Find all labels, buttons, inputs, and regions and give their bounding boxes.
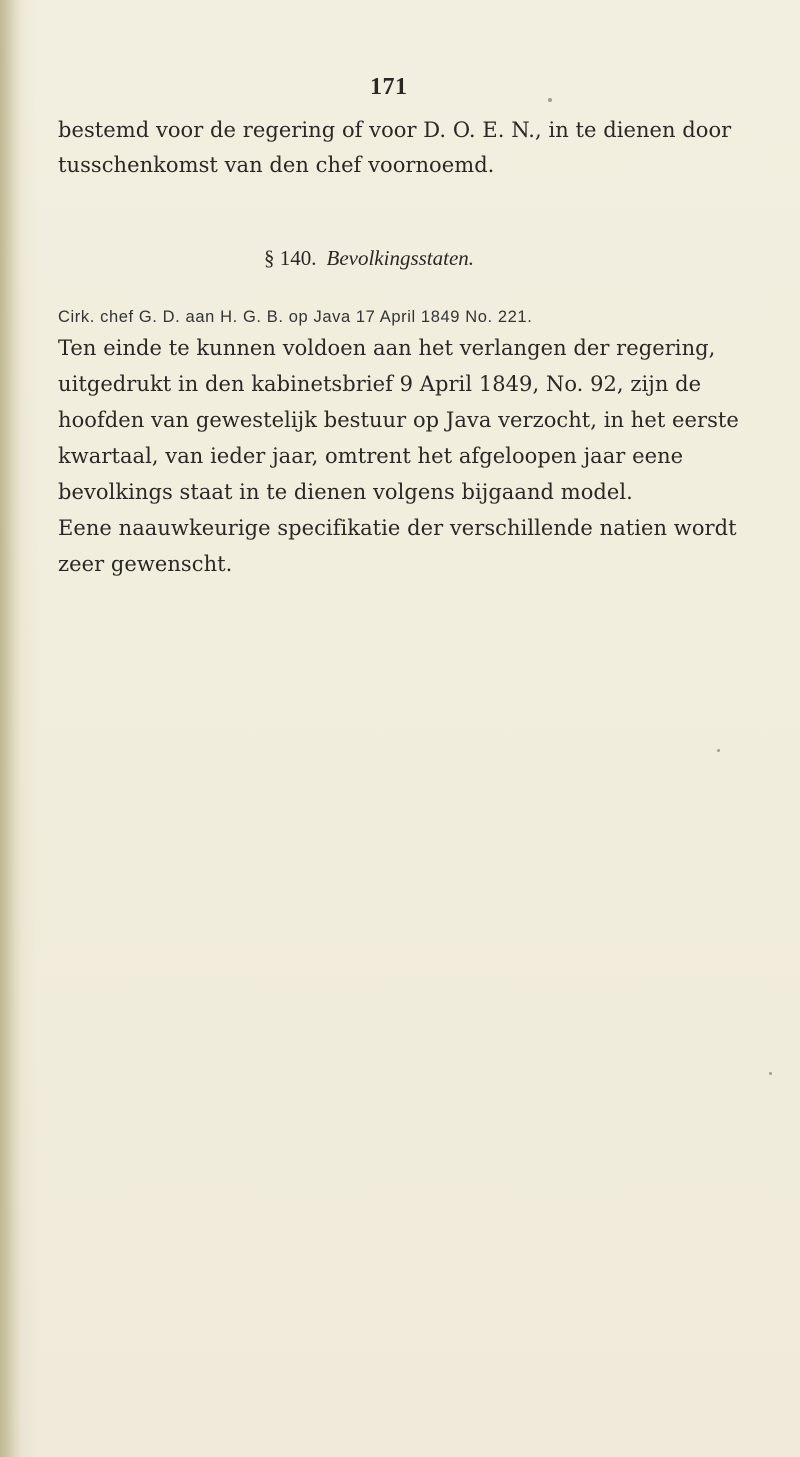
paper-speck	[717, 749, 720, 752]
body-line-7: zeer gewenscht.	[58, 552, 233, 576]
body-line-5: bevolkings staat in te dienen volgens bijgaand model.	[58, 480, 633, 504]
body-line-1: Ten einde te kunnen voldoen aan het verlangen der regering,	[58, 336, 716, 360]
paper-speck	[548, 98, 552, 102]
page-edge-shadow	[0, 0, 22, 1457]
page-number: 171	[370, 74, 408, 100]
body-line-3: hoofden van gewestelijk bestuur op Java verzocht, in het eerste	[58, 408, 739, 432]
body-line-6: Eene naauwkeurige specifikatie der verschillende natien wordt	[58, 516, 737, 540]
body-line-2: uitgedrukt in den kabinetsbrief 9 April 1849, No. 92, zijn de	[58, 372, 702, 396]
section-number: § 140.	[264, 246, 317, 270]
intro-line-2: tusschenkomst van den chef voornoemd.	[58, 153, 495, 177]
paper-speck	[769, 1072, 772, 1075]
intro-line-1: bestemd voor de regering of voor D. O. E. N., in te dienen door	[58, 118, 732, 142]
section-heading	[264, 246, 474, 271]
section-title: Bevolkingsstaten.	[326, 246, 475, 270]
body-line-4: kwartaal, van ieder jaar, omtrent het afgeloopen jaar eene	[58, 444, 684, 468]
circular-reference: Cirk. chef G. D. aan H. G. B. op Java 17 April 1849 No. 221.	[58, 308, 533, 326]
